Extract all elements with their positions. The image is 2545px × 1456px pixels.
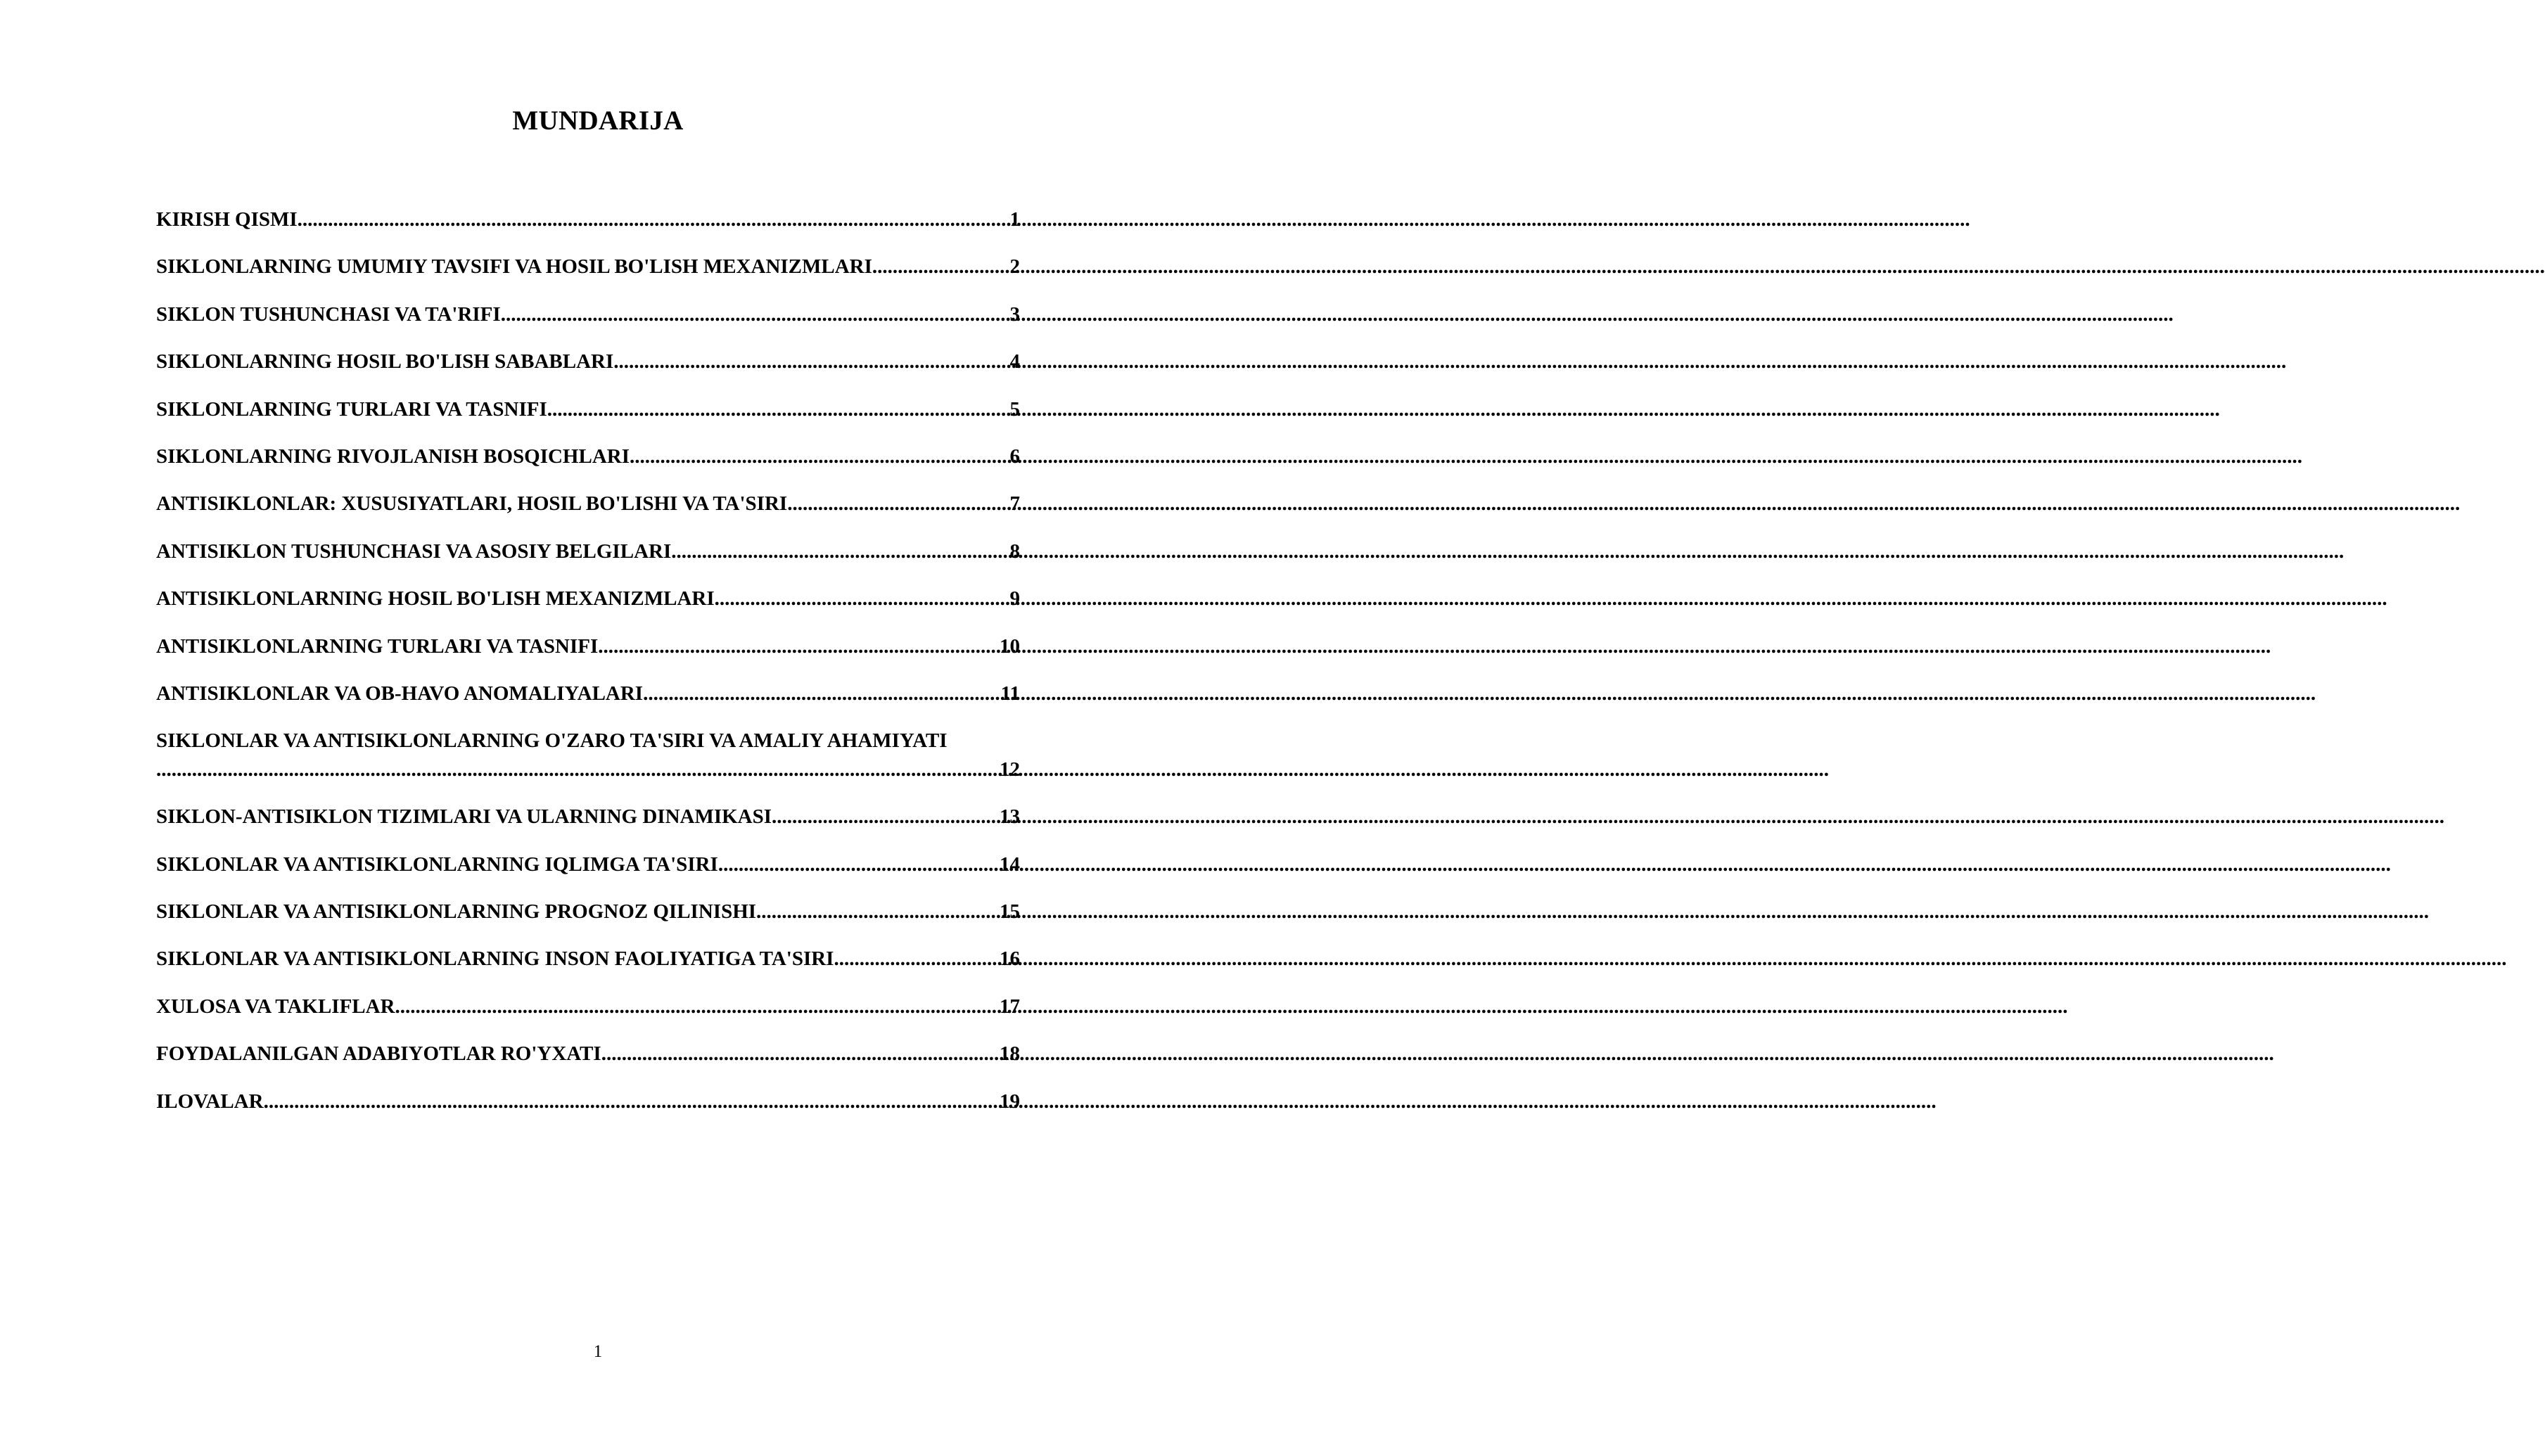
toc-dot-leader <box>156 755 1000 784</box>
toc-entry-label: SIKLONLAR VA ANTISIKLONLARNING IQLIMGA TA'SIRI <box>156 852 718 876</box>
toc-dot-leader <box>630 442 1009 471</box>
toc-entry-label: ANTISIKLONLAR VA OB-HAVO ANOMALIYALARI <box>156 682 644 705</box>
toc-dot-leader <box>501 300 1010 328</box>
toc-entry[interactable] <box>156 945 1020 992</box>
toc-entry-page: 19 <box>1000 1090 1020 1113</box>
toc-entry[interactable] <box>156 1040 1020 1087</box>
toc-dot-leader <box>601 1040 1000 1068</box>
toc-entry-page: 2 <box>1009 255 1020 279</box>
toc-entry-page: 13 <box>1000 805 1020 829</box>
toc-dot-leader <box>613 347 1009 376</box>
toc-entry[interactable] <box>156 992 1020 1040</box>
toc-entry-page: 14 <box>1000 852 1020 876</box>
toc-entry-page: 6 <box>1009 445 1020 468</box>
toc-entry-page: 16 <box>1000 947 1020 971</box>
toc-entry-label: SIKLONLARNING TURLARI VA TASNIFI <box>156 397 547 421</box>
toc-entry[interactable] <box>156 205 1020 253</box>
toc-entry-label: SIKLONLAR VA ANTISIKLONLARNING PROGNOZ QILINISHI <box>156 900 757 924</box>
toc-dot-leader <box>787 490 1009 518</box>
toc-entry-page: 9 <box>1009 587 1020 611</box>
toc-entry-page: 4 <box>1009 350 1020 373</box>
toc-entry[interactable] <box>156 585 1020 632</box>
toc-entry-label: SIKLON-ANTISIKLON TIZIMLARI VA ULARNING DINAMIKASI <box>156 805 772 829</box>
toc-entry-page: 15 <box>1000 900 1020 924</box>
toc-entry-page: 11 <box>1000 682 1020 705</box>
toc-entry[interactable] <box>156 727 1020 803</box>
toc-dot-leader <box>756 898 1000 926</box>
toc-entry[interactable] <box>156 347 1020 395</box>
toc-entry[interactable] <box>156 898 1020 945</box>
toc-dot-leader <box>298 205 1010 234</box>
toc-dot-leader <box>395 992 1000 1021</box>
toc-entry[interactable] <box>156 253 1020 300</box>
toc-entry-label: ANTISIKLONLARNING HOSIL BO'LISH MEXANIZMLARI <box>156 587 715 611</box>
toc-entry-page: 12 <box>1000 758 1020 781</box>
toc-entry-label: SIKLONLARNING RIVOJLANISH BOSQICHLARI <box>156 445 630 468</box>
toc-dot-leader <box>598 632 1000 660</box>
table-of-contents <box>156 205 1020 1135</box>
toc-entry[interactable] <box>156 442 1020 490</box>
toc-entry-page: 18 <box>1000 1042 1020 1066</box>
toc-entry-label: ANTISIKLONLARNING TURLARI VA TASNIFI <box>156 634 599 658</box>
toc-entry[interactable] <box>156 803 1020 850</box>
toc-dot-leader <box>547 395 1010 423</box>
toc-entry-page: 17 <box>1000 995 1020 1018</box>
toc-entry[interactable] <box>156 850 1020 898</box>
toc-entry[interactable] <box>156 490 1020 537</box>
toc-entry-label: KIRISH QISMI <box>156 208 298 231</box>
toc-entry-page: 7 <box>1009 492 1020 516</box>
toc-entry-label: SIKLONLAR VA ANTISIKLONLARNING O'ZARO TA'SIRI VA AMALIY AHAMIYATI <box>156 729 948 753</box>
toc-entry[interactable] <box>156 395 1020 442</box>
toc-entry[interactable] <box>156 632 1020 679</box>
toc-dot-leader <box>264 1087 1000 1116</box>
toc-entry-page: 5 <box>1009 397 1020 421</box>
toc-entry[interactable] <box>156 300 1020 347</box>
toc-dot-leader <box>834 945 1000 973</box>
toc-dot-leader <box>772 803 1000 831</box>
toc-entry-label: FOYDALANILGAN ADABIYOTLAR RO'YXATI <box>156 1042 601 1066</box>
toc-dot-leader <box>643 679 1001 708</box>
page-title: MUNDARIJA <box>512 106 684 136</box>
toc-entry-page: 8 <box>1009 539 1020 563</box>
toc-entry-label: ILOVALAR <box>156 1090 264 1113</box>
toc-entry-page: 1 <box>1009 208 1020 231</box>
document-page <box>0 0 1125 1456</box>
toc-entry-label: ANTISIKLONLAR: XUSUSIYATLARI, HOSIL BO'LISHI VA TA'SIRI <box>156 492 788 516</box>
toc-entry-label: SIKLONLAR VA ANTISIKLONLARNING INSON FAOLIYATIGA TA'SIRI <box>156 947 834 971</box>
toc-entry-label: SIKLONLARNING UMUMIY TAVSIFI VA HOSIL BO'LISH MEXANIZMLARI <box>156 255 872 279</box>
toc-entry[interactable] <box>156 679 1020 727</box>
toc-entry-label: ANTISIKLON TUSHUNCHASI VA ASOSIY BELGILARI <box>156 539 672 563</box>
toc-entry-label: XULOSA VA TAKLIFLAR <box>156 995 395 1018</box>
toc-entry[interactable] <box>156 537 1020 585</box>
toc-dot-leader <box>715 585 1010 613</box>
toc-entry-continuation <box>156 755 1020 785</box>
toc-entry-page: 3 <box>1009 302 1020 326</box>
toc-entry-page: 10 <box>1000 634 1020 658</box>
toc-entry[interactable] <box>156 1087 1020 1135</box>
toc-dot-leader <box>718 850 1000 879</box>
toc-entry-label: SIKLONLARNING HOSIL BO'LISH SABABLARI <box>156 350 614 373</box>
page-number: 1 <box>593 1342 603 1361</box>
toc-entry-label: SIKLON TUSHUNCHASI VA TA'RIFI <box>156 302 501 326</box>
toc-dot-leader <box>872 253 1010 281</box>
toc-dot-leader <box>671 537 1009 566</box>
